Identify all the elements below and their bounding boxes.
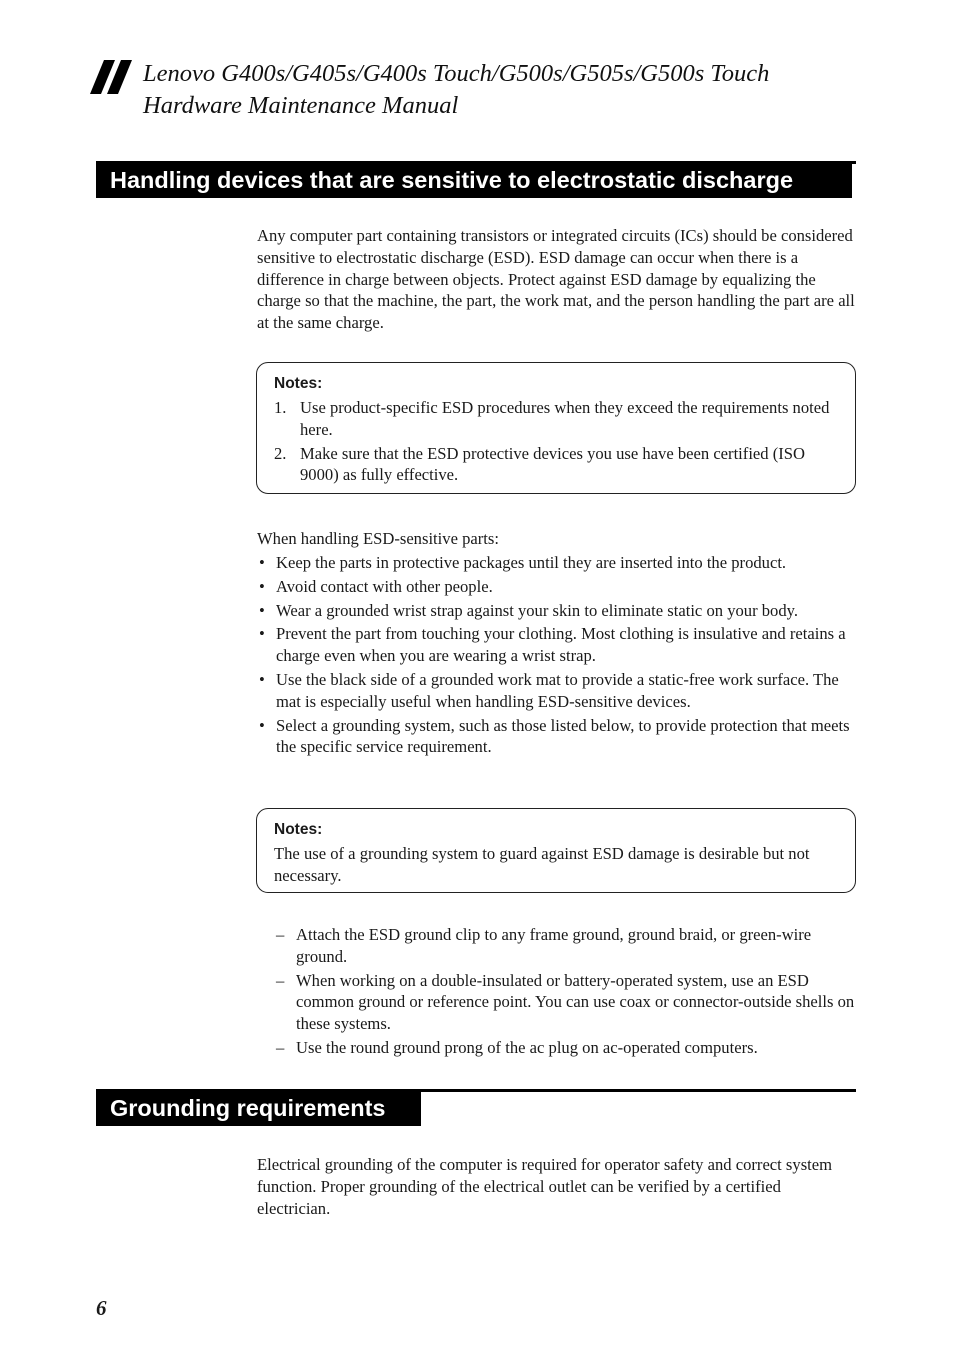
- page-number: 6: [96, 1296, 107, 1320]
- handling-bullet-list: [257, 552, 859, 760]
- note-number: 1.: [274, 398, 287, 417]
- note-text: Make sure that the ESD protective devices you use have been certified (ISO 9000) as fully effective.: [300, 443, 806, 485]
- list-item-text: Wear a grounded wrist strap against your skin to eliminate static on your body.: [276, 600, 799, 620]
- notes-box: [256, 808, 856, 893]
- list-item-text: Attach the ESD ground clip to any frame ground, ground braid, or green-wire ground.: [296, 925, 812, 966]
- double-slash-logo-icon: [90, 60, 136, 96]
- list-item-text: When working on a double-insulated or battery-operated system, use an ESD common ground or reference point. You can use coax or connector-outside shells on these systems.: [296, 970, 855, 1034]
- note-text: Use product-specific ESD procedures when they exceed the requirements noted here.: [300, 398, 830, 439]
- notes-box: [256, 362, 856, 494]
- list-item-text: Keep the parts in protective packages until they are inserted into the product.: [276, 553, 787, 572]
- section-heading-esd: Handling devices that are sensitive to electrostatic discharge: [96, 162, 852, 198]
- bullet-mark: •: [259, 553, 265, 572]
- grounding-system-dash-list: [276, 924, 856, 1061]
- bullet-mark: •: [259, 624, 265, 644]
- document-title-line-2: Hardware Maintenance Manual: [143, 92, 459, 119]
- list-item: [257, 669, 859, 713]
- document-title-line-1: Lenovo G400s/G405s/G400s Touch/G500s/G505s/G500s Touch: [143, 60, 770, 87]
- bullet-mark: •: [259, 715, 265, 735]
- dash-mark: –: [276, 925, 285, 944]
- dash-mark: –: [276, 1037, 285, 1057]
- bullet-mark: •: [259, 576, 265, 596]
- bullet-mark: •: [259, 600, 265, 620]
- list-item: [276, 1037, 856, 1059]
- section-heading-grounding: Grounding requirements: [96, 1090, 421, 1126]
- list-item: [276, 970, 856, 1035]
- list-item-text: Use the round ground prong of the ac plug on ac-operated computers.: [296, 1037, 758, 1057]
- list-item: [257, 576, 859, 598]
- list-item-text: Prevent the part from touching your clothing. Most clothing is insulative and retains a charge even when you are wearing a wrist strap.: [276, 624, 846, 666]
- list-item: [276, 924, 856, 968]
- dash-mark: –: [276, 970, 285, 990]
- list-item: [257, 623, 859, 667]
- grounding-paragraph: Electrical grounding of the computer is required for operator safety and correct system function. Proper grounding of the electrical outlet can be verified by a certified electrician.: [257, 1155, 833, 1218]
- document-title: [143, 58, 903, 122]
- bullet-mark: •: [259, 669, 265, 689]
- notes-label: Notes:: [274, 821, 323, 838]
- numbered-note-item: [274, 397, 837, 441]
- notes-label: Notes:: [274, 375, 323, 392]
- list-item: [257, 715, 859, 759]
- list-item: [257, 552, 859, 574]
- handling-intro: When handling ESD-sensitive parts:: [257, 529, 499, 548]
- list-item-text: Use the black side of a grounded work mat to provide a static-free work surface. The mat is especially useful when handling ESD-sensitive devices.: [276, 669, 839, 711]
- numbered-note-item: [274, 443, 837, 487]
- list-item-text: Select a grounding system, such as those listed below, to provide protection that meets the specific service requirement.: [276, 715, 850, 757]
- esd-intro-paragraph: Any computer part containing transistors or integrated circuits (ICs) should be considered sensitive to electrostatic discharge (ESD). ESD damage can occur when there is a difference in charge between objects. Protect against ESD damage by equalizing the charge so that the machine, the part, the work mat, and the person handling the part are all at the same charge.: [257, 226, 855, 333]
- note-text: The use of a grounding system to guard against ESD damage is desirable but not necessary.: [274, 844, 810, 885]
- note-number: 2.: [274, 443, 287, 463]
- list-item-text: Avoid contact with other people.: [276, 576, 493, 596]
- list-item: [257, 600, 859, 622]
